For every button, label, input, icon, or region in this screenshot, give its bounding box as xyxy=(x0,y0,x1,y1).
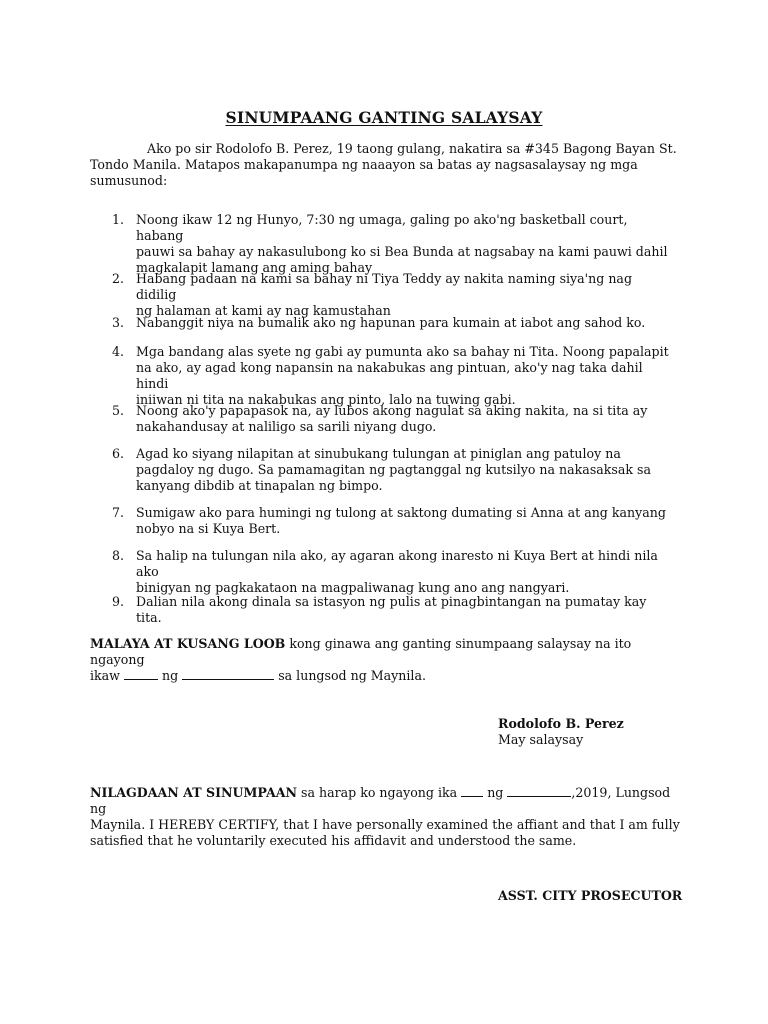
intro-line-2: Tondo Manila. Matapos makapanumpa ng naaayon sa batas ay nagsasalaysay ng mga xyxy=(90,157,638,172)
document-title: SINUMPAANG GANTING SALAYSAY xyxy=(225,108,543,127)
item-line: Noong ikaw 12 ng Hunyo, 7:30 ng umaga, galing po ako'ng basketball court, habang xyxy=(136,212,628,243)
item-line: Habang padaan na kami sa bahay ni Tiya Teddy ay nakita naming siya'ng nag didilig xyxy=(136,271,633,302)
item-number: 2. xyxy=(112,271,125,286)
affiant-signature-block xyxy=(498,716,698,748)
item-line: ng halaman at kami ay nag kamustahan xyxy=(136,303,391,318)
item-number: 1. xyxy=(112,212,125,227)
closing-city: sa lungsod ng Maynila. xyxy=(278,668,426,683)
item-line: iniiwan ni tita na nakabukas ang pinto, lalo na tuwing gabi. xyxy=(136,392,516,407)
prosecutor-title: ASST. CITY PROSECUTOR xyxy=(498,888,683,903)
item-line: pauwi sa bahay ay nakasulubong ko si Bea Bunda at nagsabay na kami pauwi dahil xyxy=(136,244,668,259)
item-number: 3. xyxy=(112,315,125,330)
item-number: 8. xyxy=(112,548,125,563)
item-number: 5. xyxy=(112,403,125,418)
item-number: 7. xyxy=(112,505,125,520)
certification-line-3: satisfied that he voluntarily executed his affidavit and understood the same. xyxy=(90,833,577,848)
day-blank xyxy=(124,668,158,680)
item-line: magkalapit lamang ang aming bahay xyxy=(136,260,373,275)
closing-bold-phrase: MALAYA AT KUSANG LOOB xyxy=(90,636,286,651)
certification-year: ,2019, Lungsod ng xyxy=(90,785,671,816)
item-line: pagdaloy ng dugo. Sa pamamagitan ng pagtanggal ng kutsilyo na nakasaksak sa xyxy=(136,462,651,477)
intro-line-1: Ako po sir Rodolofo B. Perez, 19 taong gulang, nakatira sa #345 Bagong Bayan St. xyxy=(147,141,677,156)
item-line: Sumigaw ako para humingi ng tulong at saktong dumating si Anna at ang kanyang xyxy=(136,505,666,520)
certification-ng: ng xyxy=(487,785,504,800)
item-line: Mga bandang alas syete ng gabi ay pumunta ako sa bahay ni Tita. Noong papalapit xyxy=(136,344,669,359)
item-number: 6. xyxy=(112,446,125,461)
intro-paragraph xyxy=(90,141,690,189)
cert-month-blank xyxy=(507,785,571,797)
item-line: na ako, ay agad kong napansin na nakabukas ang pintuan, ako'y nag taka dahil hindi xyxy=(136,360,643,391)
item-number: 4. xyxy=(112,344,125,359)
closing-text: kong ginawa ang ganting sinumpaang salaysay na ito ngayong xyxy=(90,636,632,667)
intro-line-3: sumusunod: xyxy=(90,173,168,188)
item-line: Noong ako'y papapasok na, ay lubos akong nagulat sa aking nakita, na si tita ay xyxy=(136,403,648,418)
certification-text: sa harap ko ngayong ika xyxy=(297,785,458,800)
item-line: Nabanggit niya na bumalik ako ng hapunan para kumain at iabot ang sahod ko. xyxy=(136,315,646,330)
certification-paragraph xyxy=(90,785,690,849)
affiant-name: Rodolofo B. Perez xyxy=(498,716,624,731)
item-number: 9. xyxy=(112,594,125,609)
item-line: nakahandusay at naliligo sa sarili niyang dugo. xyxy=(136,419,437,434)
month-blank xyxy=(182,668,274,680)
certification-bold-phrase: NILAGDAAN AT SINUMPAAN xyxy=(90,785,298,800)
item-line: Agad ko siyang nilapitan at sinubukang tulungan at piniglan ang patuloy na xyxy=(136,446,621,461)
cert-day-blank xyxy=(461,785,483,797)
closing-paragraph xyxy=(90,636,680,684)
item-line: Sa halip na tulungan nila ako, ay agaran akong inaresto ni Kuya Bert at hindi nila ako xyxy=(136,548,658,579)
closing-ng: ng xyxy=(161,668,179,683)
affiant-role: May salaysay xyxy=(498,732,584,747)
item-line: Dalian nila akong dinala sa istasyon ng pulis at pinagbintangan na pumatay kay tita. xyxy=(136,594,647,625)
item-line: nobyo na si Kuya Bert. xyxy=(136,521,281,536)
item-line: kanyang dibdib at tinapalan ng bimpo. xyxy=(136,478,383,493)
closing-ikaw: ikaw xyxy=(90,668,120,683)
certification-line-2: Maynila. I HEREBY CERTIFY, that I have personally examined the affiant and that I am fully xyxy=(90,817,680,832)
item-line: binigyan ng pagkakataon na magpaliwanag kung ano ang nangyari. xyxy=(136,580,570,595)
